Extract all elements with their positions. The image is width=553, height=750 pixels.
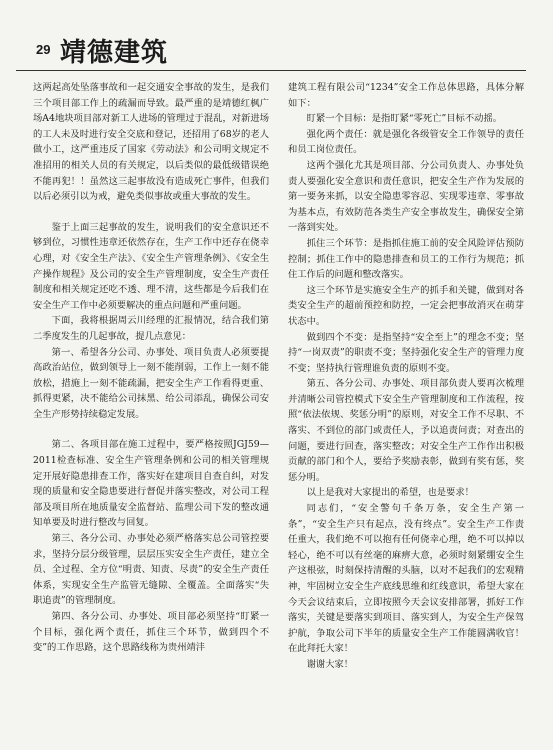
magazine-brand: 靖德建筑 xyxy=(60,38,169,68)
header-rule xyxy=(16,70,526,71)
paragraph: 谢谢大家！ xyxy=(306,658,354,670)
paragraph: 建筑工程有限公司“1234”安全工作总体思路，具体分解如下： xyxy=(288,82,524,109)
paragraph: 第五、各分公司、办事处、项目部负责人要再次梳理并清晰公司管控模式下安全生产管理制度和工作流程，按照“依法依规、奖惩分明”的原则，对安全工作不尽职、不落实、不到位的部门或责任人，予以追责问责；对查出的问题，要进行回查，落实整改；对安全生产工作作出积极贡献的部门和个人，要给予奖励表彰，做到有奖有惩，奖惩分明。 xyxy=(288,378,524,483)
paragraph: 这两起高处坠落事故和一起交通安全事故的发生，是我们三个项目部工作上的疏漏而导致。最严重的是靖德红枫广场A4地块项目部对新工人进场的管理过于混乱，对新进场的工人未及时进行安全交底和登记，还招用了68岁的老人做小工，这严重违反了国家《劳动法》和公司明文规定不准招用的相关人员的有关规定，以后类似的最低级错误绝不能再犯！！虽然这三起事故没有造成死亡事件，但我们以后必须引以为戒，避免类似事故或重大事故的发生。 xyxy=(33,82,269,203)
paragraph: 抓住三个环节：是指抓住施工前的安全风险评估预防控制；抓住工作中的隐患排查和员工的工作行为规范；抓住工作后的问题和整改落实。 xyxy=(288,237,524,281)
paragraph: 这两个强化尤其是项目部、分公司负责人、办事处负责人要强化安全意识和责任意识，把安全生产作为发展的第一要务来抓，以安全隐患零容忍、实现零违章、零事故为基本点，有效防范各类生产安全事故发生，确保安全第一落到实处。 xyxy=(288,159,524,234)
paragraph: 第二、各项目部在施工过程中，要严格按照JGJ59—2011检查标准、安全生产管理条例和公司的相关管理规定开展好隐患排查工作，落实好在建项目自查自纠，对发现的质量和安全隐患要进行督促并落实整改，对公司工程部及项目所在地质量安全监督站、监理公司下发的整改通知单要及时进行整改与回复。 xyxy=(33,439,269,529)
paragraph: 同志们，“安全警句千条万条，安全生产第一条”，“安全生产只有起点，没有终点”。安全生产工作责任重大，我们绝不可以抱有任何侥幸心理，绝不可以掉以轻心，绝不可以有丝毫的麻痹大意，必须时刻紧绷安全生产这根弦，时刻保持清醒的头脑，以对不起我们的宏观精神，牢固树立安全生产底线思维和红线意识，希望大家在今天会议结束后，立即按照今天会议安排部署，抓好工作落实，关键是要落实到项目、落实到人，为安全生产保驾护航，争取公司下半年的质量安全生产工作能圆满收官！在此拜托大家！ xyxy=(288,503,524,655)
paragraph: 鉴于上面三起事故的发生，说明我们的安全意识还不够到位，习惯性违章还依然存在，生产工作中还存在侥幸心理，对《安全生产法》、《安全生产管理条例》、《安全生产操作规程》及公司的安全生产管理制度，安全生产责任制度和相关规定还吃不透、理不清，这些都是今后我们在安全生产工作中必须要解决的重点问题和严重问题。 xyxy=(33,221,269,311)
page-header xyxy=(20,28,540,72)
right-column xyxy=(288,80,524,673)
left-column xyxy=(33,80,269,656)
paragraph: 以上是我对大家提出的希望，也是要求！ xyxy=(306,487,474,499)
paragraph: 这三个环节是实施安全生产的抓手和关键，做到对各类安全生产的超前预控和防控，一定会把事故消灭在萌芽状态中。 xyxy=(288,284,524,327)
paragraph: 下面，我将根据周云川经理的汇报情况，结合我们第二季度发生的几起事故，提几点意见： xyxy=(33,315,269,342)
page-number: 29 xyxy=(36,42,51,57)
paragraph: 第一、希望各分公司、办事处、项目负责人必须要提高政治站位，做到领导上一刻不能削弱，工作上一刻不能放松，措施上一刻不能疏漏，把安全生产工作看得更重、抓得更紧，决不能给公司抹黑、给公司添乱，确保公司安全生产形势持续稳定发展。 xyxy=(33,346,269,420)
paragraph: 第四、各分公司、办事处、项目部必须坚持“盯紧一个目标，强化两个责任，抓住三个环节，做到四个不变”的工作思路，这个思路线称为贵州靖沣 xyxy=(33,611,269,654)
paragraph: 强化两个责任：就是强化各级管安全工作领导的责任和员工岗位责任。 xyxy=(288,128,524,156)
paragraph: 盯紧一个目标：是指盯紧“零死亡”目标不动摇。 xyxy=(306,113,503,125)
paragraph: 第三、各分公司、办事处必须严格落实总公司管控要求，坚持分层分级管理，层层压实安全生产责任，建立全员、全过程、全方位“明责、知责、尽责”的安全生产责任体系，实现安全生产监管无缝隙、全覆盖。全面落实“失职追责”的管理制度。 xyxy=(33,533,269,607)
paragraph: 做到四个不变：是指坚持“安全至上”的理念不变；坚持“一岗双责”的职责不变；坚持强化安全生产的管理力度不变；坚持执行管理谁负责的原则不变。 xyxy=(288,331,524,374)
